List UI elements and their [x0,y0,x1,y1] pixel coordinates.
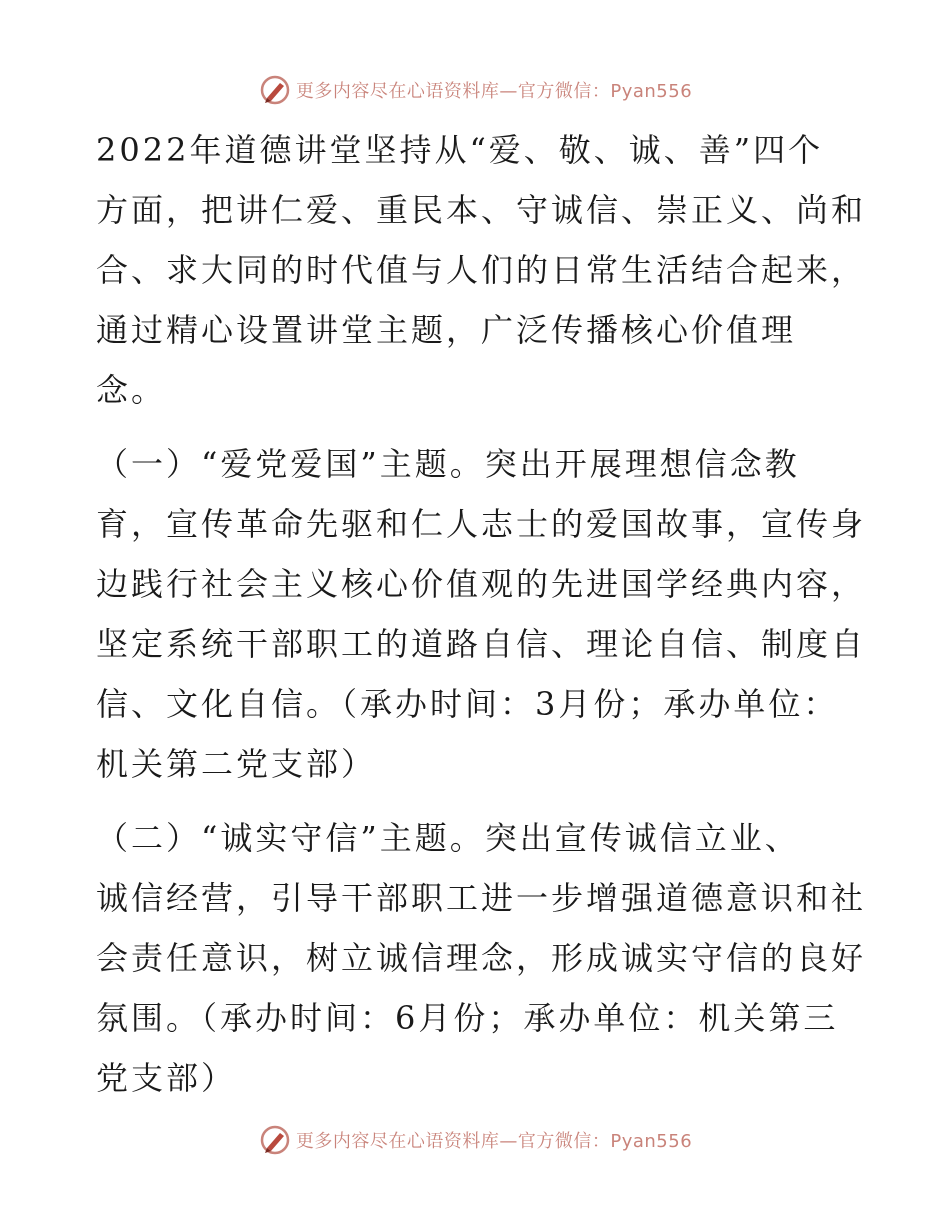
pen-logo-icon [258,73,292,107]
footer-watermark [0,1120,950,1160]
text-line: 机关第二党支部） [96,745,377,783]
text-line: 育，宣传革命先驱和仁人志士的爱国故事，宣传身 [96,505,867,543]
text-line: 合、求大同的时代值与人们的日常生活结合起来， [96,251,867,289]
text-line: 2022年道德讲堂坚持从“爱、敬、诚、善”四个 [96,131,824,169]
text-line: 氛围。（承办时间：6月份；承办单位：机关第三 [96,999,839,1037]
text-line: 方面，把讲仁爱、重民本、守诚信、崇正义、尚和 [96,191,867,229]
text-line: 党支部） [96,1059,237,1097]
paragraph-intro [96,120,866,420]
paragraph-section-one [96,434,866,794]
text-line: （一）“爱党爱国”主题。突出开展理想信念教 [96,445,800,483]
text-line: 会责任意识，树立诚信理念，形成诚实守信的良好 [96,939,867,977]
text-line: 边践行社会主义核心价值观的先进国学经典内容， [96,565,867,603]
text-line: 诚信经营，引导干部职工进一步增强道德意识和社 [96,879,867,917]
text-line: 通过精心设置讲堂主题，广泛传播核心价值理 [96,311,797,349]
text-line: 信、文化自信。（承办时间：3月份；承办单位： [96,685,839,723]
watermark-text: 更多内容尽在心语资料库—官方微信：Pyan556 [295,1131,693,1152]
text-line: 坚定系统干部职工的道路自信、理论自信、制度自 [96,625,867,663]
paragraph-section-two [96,808,866,1108]
header-watermark [0,70,950,110]
text-line: 念。 [96,371,167,409]
watermark-text: 更多内容尽在心语资料库—官方微信：Pyan556 [295,81,693,102]
pen-logo-icon [258,1123,292,1157]
document-body [96,120,866,1122]
text-line: （二）“诚实守信”主题。突出宣传诚信立业、 [96,819,800,857]
